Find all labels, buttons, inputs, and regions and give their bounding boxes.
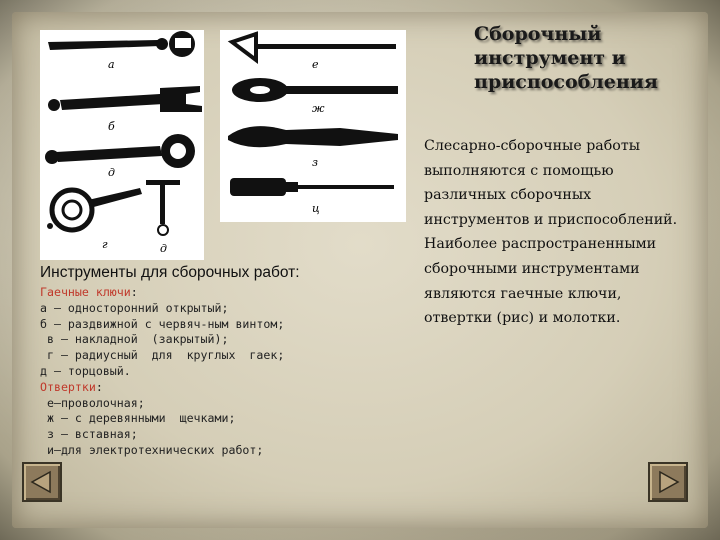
title-line-3: приспособления [474, 71, 658, 93]
screwdrivers-figure [220, 30, 406, 222]
previous-slide-button[interactable] [22, 462, 62, 502]
screwdrivers-heading-line [40, 380, 284, 396]
label-d2: д [160, 242, 167, 255]
wrenches-heading-line [40, 285, 284, 301]
body-paragraph [424, 134, 694, 331]
triangle-left-icon [30, 470, 54, 494]
list-item: ж — с деревянными щечками; [40, 411, 236, 426]
wrench-g [47, 188, 142, 230]
label-z: з [312, 156, 318, 169]
body-line: инструментов и приспособлений. [424, 211, 678, 228]
label-i: ц [312, 202, 320, 215]
wrenches-drawing [40, 30, 204, 260]
body-line: отвертки (рис) и молотки. [424, 310, 621, 327]
body-line: выполняются с помощью [424, 162, 614, 179]
list-item: в — накладной (закрытый); [40, 332, 229, 347]
list-item: д — торцовый. [40, 363, 131, 378]
screwdriver-i [230, 178, 394, 196]
wrench-d [146, 180, 180, 235]
label-a: а [108, 58, 115, 71]
wrench-a [48, 31, 195, 57]
next-slide-button[interactable] [648, 462, 688, 502]
screwdrivers-heading: Отвертки [40, 379, 96, 394]
label-e: е [312, 58, 319, 71]
title-line-1: Сборочный [474, 23, 602, 45]
figure-caption-list [40, 285, 284, 459]
wrenches-colon: : [130, 285, 138, 299]
label-zh: ж [312, 102, 325, 115]
wrench-b [48, 86, 202, 112]
list-item: з — вставная; [40, 427, 138, 442]
list-item: а — односторонний открытый; [40, 300, 229, 315]
screwdriver-zh [232, 78, 398, 102]
body-line: различных сборочных [424, 187, 592, 204]
label-d: д [108, 166, 115, 179]
figure-caption-heading: Инструменты для сборочных работ: [40, 264, 300, 281]
body-line: Наиболее распространенными [424, 236, 657, 253]
list-item: г — радиусный для круглых гаек; [40, 348, 285, 363]
screwdrivers-colon: : [95, 379, 103, 394]
screwdriver-e [232, 34, 396, 60]
wrench-v [45, 134, 195, 168]
label-b: б [108, 120, 115, 133]
list-item: б — раздвижной с червяч-ным винтом; [40, 316, 285, 331]
slide-title [474, 22, 694, 94]
body-line: являются гаечные ключи, [424, 285, 622, 302]
list-item: е—проволочная; [40, 395, 145, 410]
body-line: сборочными инструментами [424, 260, 640, 277]
list-item: и—для электротехнических работ; [40, 442, 264, 457]
screwdrivers-drawing [220, 30, 406, 222]
triangle-right-icon [656, 470, 680, 494]
title-line-2: инструмент и [474, 47, 626, 69]
body-line: Слесарно-сборочные работы [424, 138, 640, 154]
wrenches-heading: Гаечные ключи [40, 285, 131, 299]
screwdriver-z [228, 126, 398, 147]
label-g: г [102, 238, 108, 251]
wrenches-figure [40, 30, 204, 260]
